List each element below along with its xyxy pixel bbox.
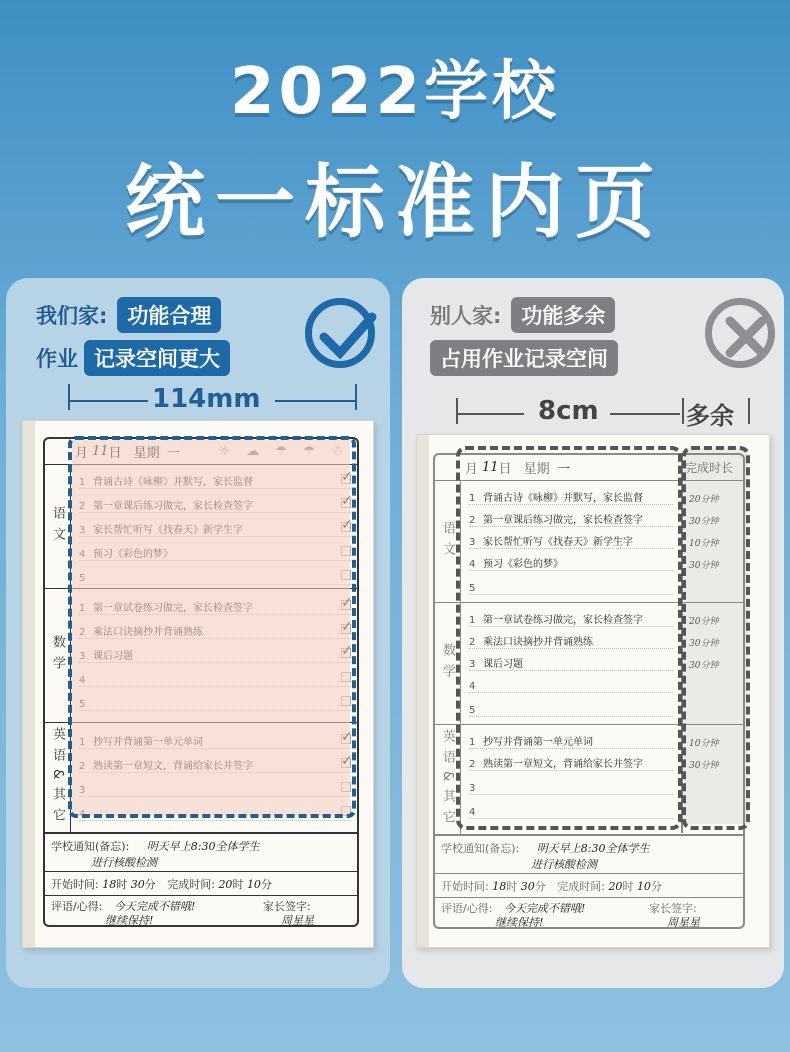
width-dimension: 8cm	[538, 396, 599, 426]
width-dimension: 114mm	[152, 384, 261, 414]
subject-chinese: 语文	[45, 465, 71, 589]
recording-area-outline	[456, 446, 682, 830]
extra-label: 多余	[686, 402, 734, 430]
duration-column-header: 完成时长	[685, 461, 734, 475]
feature-pill-2: 记录空间更大	[84, 340, 230, 376]
hero-title-line1: 2022学校	[229, 55, 561, 129]
end-time-label: 完成时间:	[167, 878, 215, 891]
their-label: 别人家:	[430, 304, 502, 328]
feature-pill: 功能多余	[511, 297, 615, 333]
hero-title-line2: 统一标准内页	[125, 156, 665, 249]
homework-table: 语文 ✓ ✓ ✓ 数学 ✓ ✓ ✓ 英语&其它 ✓ ✓ 学校通知(备忘): 明天早上8:30全体学生 进行核酸检测 开始时间: 18时 30分 完成时间: 20时 10分 评语/心得: 今天完成不错哦! 家长签字: 继续保持! 周星星	[43, 437, 359, 927]
recording-area-outline	[68, 436, 356, 818]
review-label: 评语/心得:	[51, 900, 103, 913]
subject-english-other: 英语&其它	[45, 723, 71, 833]
subject-math: 数学	[45, 589, 71, 723]
wasted-area-outline	[682, 446, 750, 830]
parent-sign-label: 家长签字:	[263, 900, 311, 913]
feature-pill: 功能合理	[117, 297, 221, 333]
our-label: 我们家:	[36, 304, 108, 328]
notice-text-2: 进行核酸检测	[91, 856, 157, 869]
start-time-label: 开始时间:	[51, 878, 99, 891]
competitor-homework-table: 月 11 日 星期 一 完成时长 语文 1 背诵古诗《咏柳》并默写，家长监督 2 第一章课后练习做完，家长检查签字 3 家长帮忙听写《找春天》新学生字 4 预习《彩色的梦》 5 20分钟 30分钟 10分钟 30分钟 数学 1 第一章试卷练习做完，家长检查签字 2 乘法口诀摘抄并背诵熟练 3 课后习题 4 5 20分钟 30分钟 30分钟 英语&其它 1 抄写并背诵第一单元单词 2 熟读第一章短文，背诵给家长并签字 3 4 10分钟 30分钟 学校通知(备忘): 明天早上8:30全体学生 进行核酸检测 开始时间: 18时 30分 完成时间: 20时 10分 评语/心得: 今天完成不错哦! 家长签字: 继续保持! 周星星	[433, 453, 745, 929]
checkmark-icon	[305, 298, 375, 368]
feature-pill-2: 占用作业记录空间	[430, 340, 618, 376]
cross-icon	[705, 298, 775, 368]
homework-label: 作业	[36, 347, 78, 371]
notice-text: 明天早上8:30全体学生	[146, 840, 260, 853]
review-text: 今天完成不错哦!	[113, 900, 196, 913]
parent-signature: 周星星	[281, 914, 314, 927]
notice-label: 学校通知(备忘):	[51, 840, 130, 853]
